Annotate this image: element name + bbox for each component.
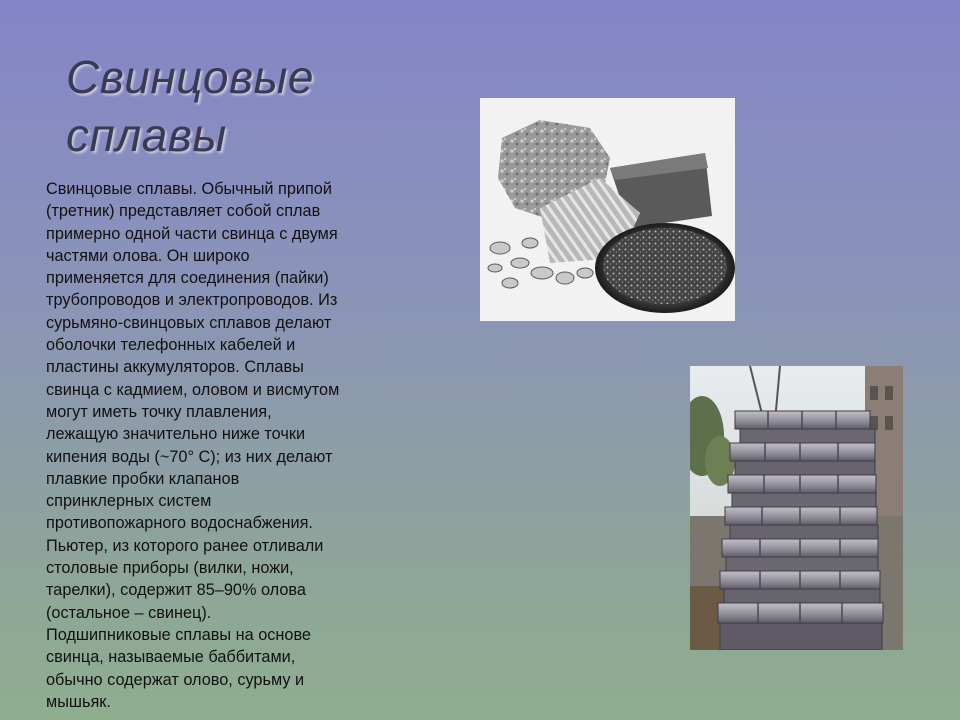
body-line: мышьяк. — [46, 692, 111, 711]
body-line: (остальное – свинец). — [46, 603, 212, 622]
title-line-1: Свинцовые — [66, 51, 314, 103]
lead-alloy-samples-photo — [480, 98, 735, 321]
body-line: примерно одной части свинца с двумя — [46, 224, 338, 243]
body-line: Подшипниковые сплавы на основе — [46, 625, 311, 644]
body-line: тарелки), содержит 85–90% олова — [46, 581, 306, 600]
body-line: могут иметь точку плавления, — [46, 402, 272, 421]
title-line-2: сплавы — [66, 109, 227, 161]
body-text — [46, 178, 396, 713]
body-line: столовые приборы (вилки, ножи, — [46, 559, 294, 578]
body-line: оболочки телефонных кабелей и — [46, 336, 296, 355]
body-line: лежащую значительно ниже точки — [46, 425, 306, 444]
body-line: противопожарного водоснабжения. — [46, 514, 313, 533]
body-line: свинца, называемые баббитами, — [46, 648, 296, 667]
body-line: спринклерных систем — [46, 492, 212, 511]
body-line: плавкие пробки клапанов — [46, 469, 240, 488]
slide-title — [66, 48, 314, 164]
body-line: обычно содержат олово, сурьму и — [46, 670, 305, 689]
body-line: пластины аккумуляторов. Сплавы — [46, 358, 304, 377]
body-line: свинца с кадмием, оловом и висмутом — [46, 380, 340, 399]
body-line: Пьютер, из которого ранее отливали — [46, 536, 324, 555]
body-line: сурьмяно-свинцовых сплавов делают — [46, 313, 332, 332]
body-line: частями олова. Он широко — [46, 246, 250, 265]
lead-ingots-stack-photo — [690, 366, 903, 650]
body-line: Свинцовые сплавы. Обычный припой — [46, 180, 332, 198]
body-line: (третник) представляет собой сплав — [46, 202, 321, 221]
body-line: применяется для соединения (пайки) — [46, 269, 329, 288]
body-line: кипения воды (~70° С); из них делают — [46, 447, 333, 466]
body-line: трубопроводов и электропроводов. Из — [46, 291, 338, 310]
